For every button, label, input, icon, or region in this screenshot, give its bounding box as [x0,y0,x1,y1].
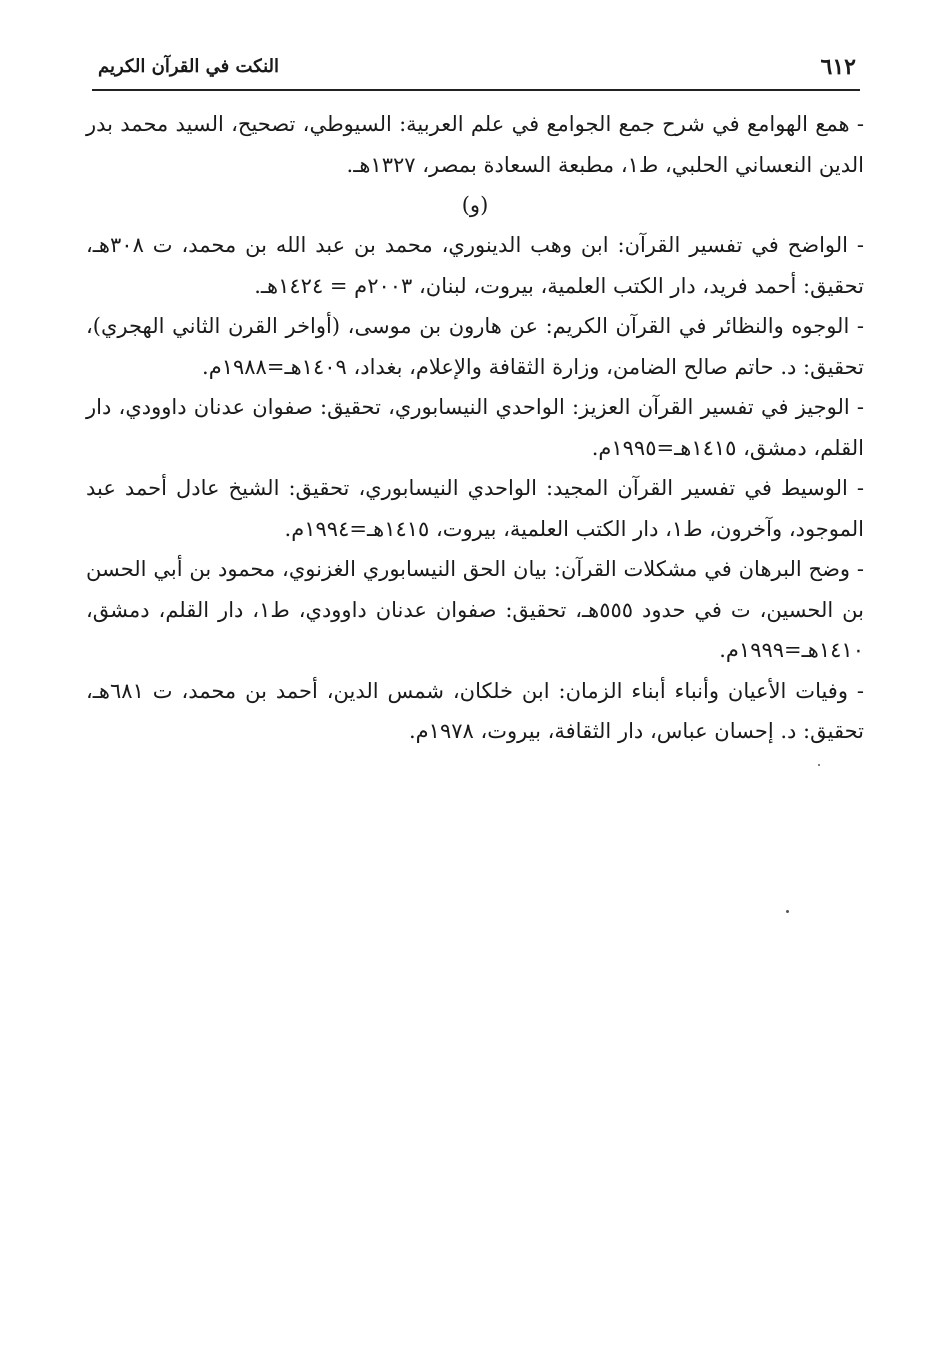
bibliography-entry: - همع الهوامع في شرح جمع الجوامع في علم العربية: السيوطي، تصحيح، السيد محمد بدر الدين النعساني الحلبي، ط١، مطبعة السعادة بمصر، ١٣٢٧هـ. [86,112,864,177]
page-number: ٦١٢ [820,54,856,80]
section-letter: (و) [461,193,489,217]
book-title: النكت في القرآن الكريم [98,56,280,77]
bibliography-entry: - الواضح في تفسير القرآن: ابن وهب الدينوري، محمد بن عبد الله بن محمد، ت ٣٠٨هـ، تحقيق: أحمد فريد، دار الكتب العلمية، بيروت، لبنان، ٢٠٠٣م = ١٤٢٤هـ. [86,233,864,298]
bibliography-entry: - وفيات الأعيان وأنباء أبناء الزمان: ابن خلكان، شمس الدين، أحمد بن محمد، ت ٦٨١هـ، تحقيق: د. إحسان عباس، دار الثقافة، بيروت، ١٩٧٨م. [86,678,864,743]
scan-speck [786,910,789,913]
bibliography-entry: - وضح البرهان في مشكلات القرآن: بيان الحق النيسابوري الغزنوي، محمود بن أبي الحسن بن الحسين، ت في حدود ٥٥٥هـ، تحقيق: صفوان عدنان داوودي، ط١، دار القلم، دمشق، ١٤١٠هـ=١٩٩٩م. [86,557,864,662]
bibliography-entry: - الوجيز في تفسير القرآن العزيز: الواحدي النيسابوري، تحقيق: صفوان عدنان داوودي، دار القلم، دمشق، ١٤١٥هـ=١٩٩٥م. [86,395,864,460]
bibliography-entry: - الوسيط في تفسير القرآن المجيد: الواحدي النيسابوري، تحقيق: الشيخ عادل أحمد عبد الموجود، وآخرون، ط١، دار الكتب العلمية، بيروت، ١٤١٥هـ=١٩٩٤م. [86,476,864,541]
header-rule [92,89,860,91]
scan-speck [818,764,820,766]
bibliography-body [86,104,864,752]
running-header [92,52,860,86]
bibliography-entry: - الوجوه والنظائر في القرآن الكريم: عن هارون بن موسى، (أواخر القرن الثاني الهجري)، تحقيق: د. حاتم صالح الضامن، وزارة الثقافة والإعلام، بغداد، ١٤٠٩هـ=١٩٨٨م. [86,314,864,379]
